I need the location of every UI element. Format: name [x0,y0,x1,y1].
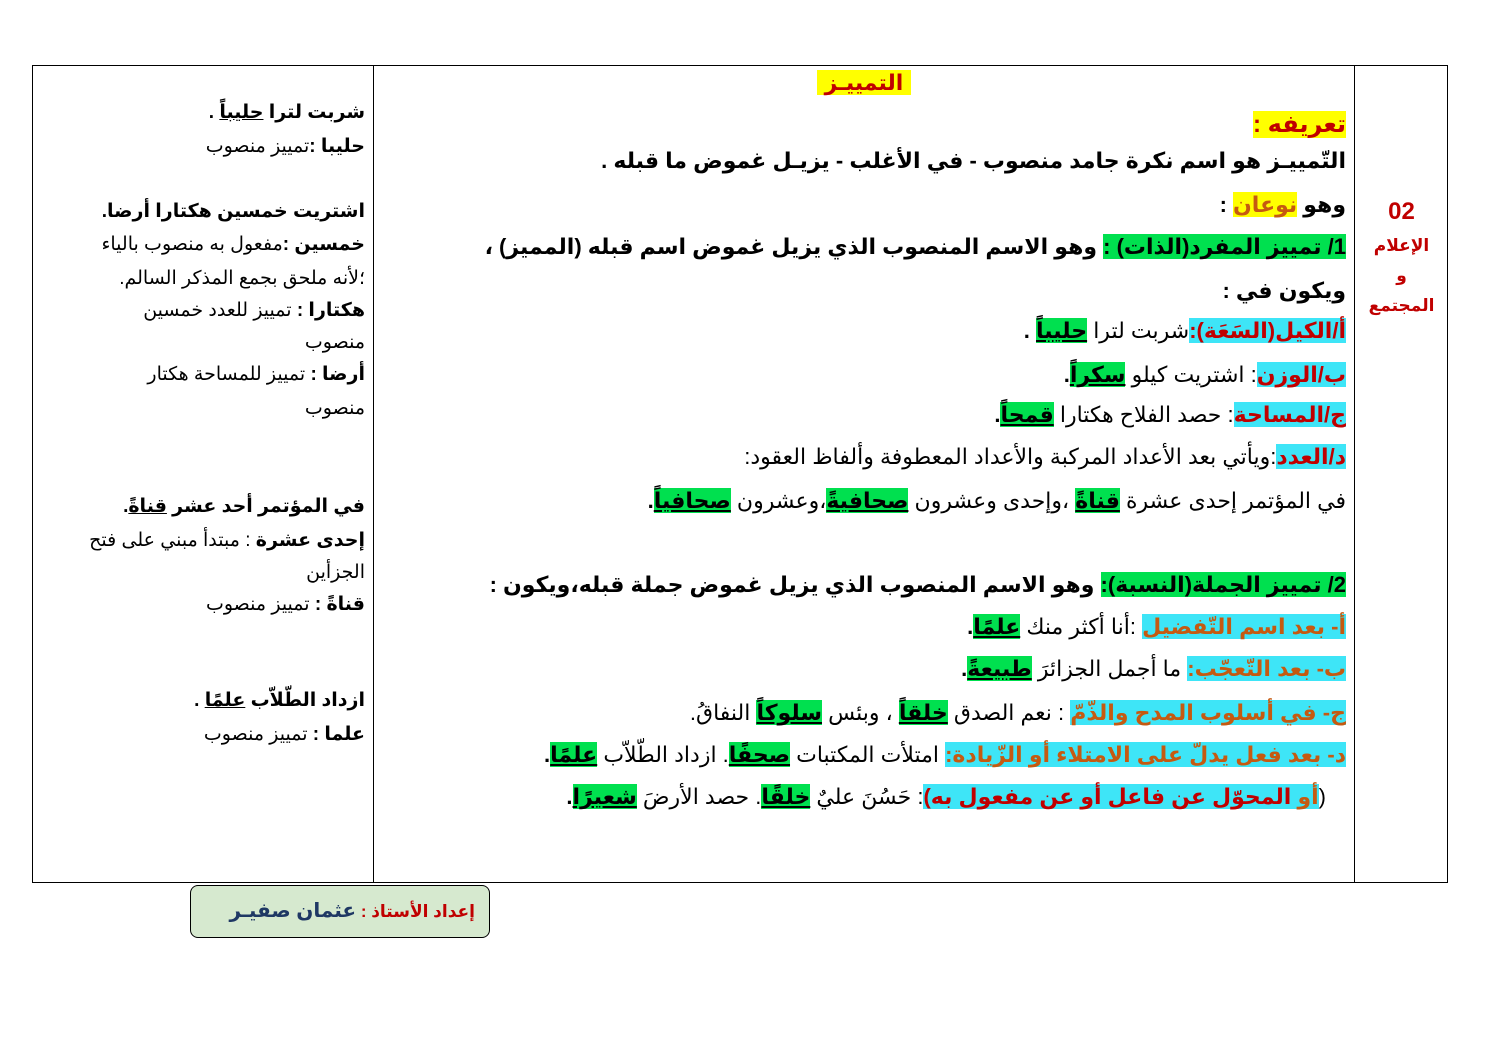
side-example-1 [209,100,365,126]
number-example-mid2: ،وعشرون [730,488,827,513]
measure-a-example: حليباً [1036,318,1088,343]
side-parse-2c-text: تمييز للمساحة هكتار [147,364,311,385]
sentence-4-example-2: علمًا [550,742,598,767]
sentence-3-example-1: خلقاً [898,700,948,725]
sentence-3-text: : نعم الصدق [947,700,1071,725]
side-parse-2b-cont: منصوب [304,332,365,353]
unit-number: 02 [1388,198,1415,225]
author-name: عثمان صفيـر [229,900,357,922]
measure-a-label: أ/الكيل(السَعَة): [1189,318,1346,343]
number-example-1: قناةً [1075,488,1120,513]
sentence-5-open: ( [1318,784,1326,809]
measure-b-example: سكراً [1069,362,1126,387]
measure-line-a [1024,316,1346,346]
sentence-line-4 [544,740,1346,770]
side-parse-3b-text: تمييز منصوب [205,594,315,615]
side-example-4-end: . [194,690,205,711]
side-parse-1-label: حليبا : [309,136,365,157]
number-example-pre: في المؤتمر إحدى عشرة [1119,488,1346,513]
sentence-2-example: طبيعةً [967,656,1032,681]
measure-c-label: ج/المساحة [1233,402,1346,427]
type2-heading [490,570,1346,600]
side-parse-3a-text: : مبتدأ مبني على فتح [89,530,256,551]
measure-a-text: شربت لترا [1087,318,1190,343]
side-parse-3b-label: قناةً : [314,594,365,615]
side-parse-2c-label: أرضا : [310,364,365,385]
sentence-1-text: :أنا أكثر منك [1020,614,1143,639]
measure-line-c [994,400,1346,430]
sentence-line-2 [961,654,1346,684]
unit-name [1361,231,1442,321]
type1-label: 1/ تمييز المفرد(الذات) : [1103,234,1346,259]
side-example-1-word: حليباً [219,102,264,123]
side-example-3-end: . [123,496,129,517]
side-example-1-end: . [208,102,220,123]
measure-d-text: :ويأتي بعد الأعداد المركبة والأعداد المعطوفة وألفاظ العقود: [744,444,1277,469]
sentence-2-text: ما أجمل الجزائرَ [1031,656,1188,681]
sentence-2-label: ب- بعد التّعجّب: [1187,656,1346,681]
author-box [190,885,490,938]
sentence-4-text: امتلأت المكتبات [790,742,946,767]
measure-b-end: . [1063,362,1070,387]
side-parse-4 [204,722,365,748]
sentence-5-mid: . حصد الأرضَ [636,784,762,809]
side-parse-4-label: علما : [312,724,365,745]
type1-heading [485,232,1346,262]
side-parse-4-text: تمييز منصوب [203,724,313,745]
sentence-5-label [923,784,1318,809]
measure-a-end: . [1023,318,1037,343]
measure-c-end: . [994,402,1001,427]
side-example-4-pre: ازداد الطّلاّب [245,690,365,711]
types-intro-prefix: وهو [1297,192,1346,217]
unit-name-line: و [1396,266,1407,285]
sentence-5-example-2: شعيرًا [572,784,637,809]
side-example-4 [194,688,365,714]
parsing-column [33,66,373,882]
side-example-2: اشتريت خمسين هكتارا أرضا. [101,201,365,222]
types-intro [1220,190,1346,220]
unit-column [1355,66,1448,882]
definition-text: التّمييـز هو اسم نكرة جامد منصوب - في الأغلب - يزيـل غموض ما قبله . [601,148,1346,173]
unit-name-line: الإعلام [1373,236,1430,255]
type2-text: وهو الاسم المنصوب الذي يزيل غموض جملة قبله،ويكون : [489,572,1101,597]
sentence-4-label: د- بعد فعل يدلّ على الامتلاء أو الزّيادة: [945,742,1346,767]
type1-text: وهو الاسم المنصوب الذي يزيل غموض اسم قبله (المميز) ، [484,234,1104,259]
side-parse-2b-label: هكتارا : [296,300,365,321]
side-parse-3a-label: إحدى عشرة [255,530,365,551]
measure-b-label: ب/الوزن [1256,362,1346,387]
side-parse-2c [147,362,365,388]
side-parse-1 [206,134,365,160]
side-parse-2a-label: خمسين : [282,234,365,255]
measure-line-b [1064,360,1346,390]
definition-heading-line [1253,110,1346,140]
sentence-line-3 [690,698,1346,728]
measure-line-d [744,442,1346,472]
sentence-2-end: . [961,656,968,681]
definition-heading: تعريفه : [1253,111,1346,138]
sentence-4-mid: . ازداد الطّلاّب [597,742,729,767]
measure-b-text: : اشتريت كيلو [1125,362,1257,387]
sentence-1-label: أ- بعد اسم التّفضيل [1142,614,1346,639]
author-label: إعداد الأستاذ : [356,902,475,921]
type2-label: 2/ تمييز الجملة(النسبة): [1100,572,1346,597]
sentence-line-5 [566,782,1326,812]
number-example-2: صحافيةً [826,488,909,513]
types-intro-word: نوعان [1233,192,1298,217]
unit-name-line: المجتمع [1368,296,1435,315]
side-parse-3a [89,528,365,554]
sentence-4-example-1: صحفًا [728,742,791,767]
sentence-3-end: النفاقُ. [689,700,757,725]
lesson-content [374,66,1354,882]
side-parse-2a-cont: ؛لأنه ملحق بجمع المذكر السالم. [119,268,365,289]
sentence-5-label-or: أو [1297,784,1319,809]
side-parse-2c-cont: منصوب [304,398,365,419]
side-parse-1-text: تمييز منصوب [205,136,310,157]
number-example-mid1: ،وإحدى وعشرون [908,488,1076,513]
number-example-end: . [647,488,654,513]
sentence-1-end: . [967,614,974,639]
side-example-3-word: قناةً [128,496,167,517]
side-example-4-word: علمًا [204,690,246,711]
sentence-3-label: ج- في أسلوب المدح والذّمّ [1070,700,1346,725]
sentence-3-mid: ، وبئس [821,700,899,725]
number-example-line [648,486,1346,516]
side-parse-2a [101,232,365,258]
side-parse-3a-cont: الجزأين [306,562,365,583]
side-parse-3b [206,592,365,618]
sentence-line-1 [967,612,1346,642]
sentence-5-text: : حَسُنَ عليٌ [810,784,924,809]
measure-d-label: د/العدد [1276,444,1346,469]
sentence-5-end: . [566,784,573,809]
sentence-3-example-2: سلوكاً [756,700,822,725]
type1-sub: ويكون في : [1222,278,1346,303]
side-parse-2b-text: تمييز للعدد خمسين [143,300,297,321]
side-parse-2a-text: مفعول به منصوب بالياء [101,234,283,255]
number-example-3: صحافياً [653,488,731,513]
sentence-4-end: . [544,742,551,767]
sentence-5-label-text: المحوّل عن فاعل أو عن مفعول به) [923,784,1298,809]
side-example-3-pre: في المؤتمر أحد عشر [166,496,365,517]
measure-c-text: : حصد الفلاح هكتارا [1053,402,1234,427]
sentence-1-example: علمًا [973,614,1021,639]
measure-c-example: قمحاً [1000,402,1054,427]
side-parse-2b [143,298,365,324]
lesson-title: التمييـز [817,70,912,95]
lesson-table [32,65,1448,883]
sentence-5-example-1: خلقًا [761,784,811,809]
lesson-title-line [374,68,1354,98]
side-example-3 [123,494,365,520]
types-intro-suffix: : [1219,192,1234,217]
side-example-1-pre: شربت لترا [263,102,365,123]
